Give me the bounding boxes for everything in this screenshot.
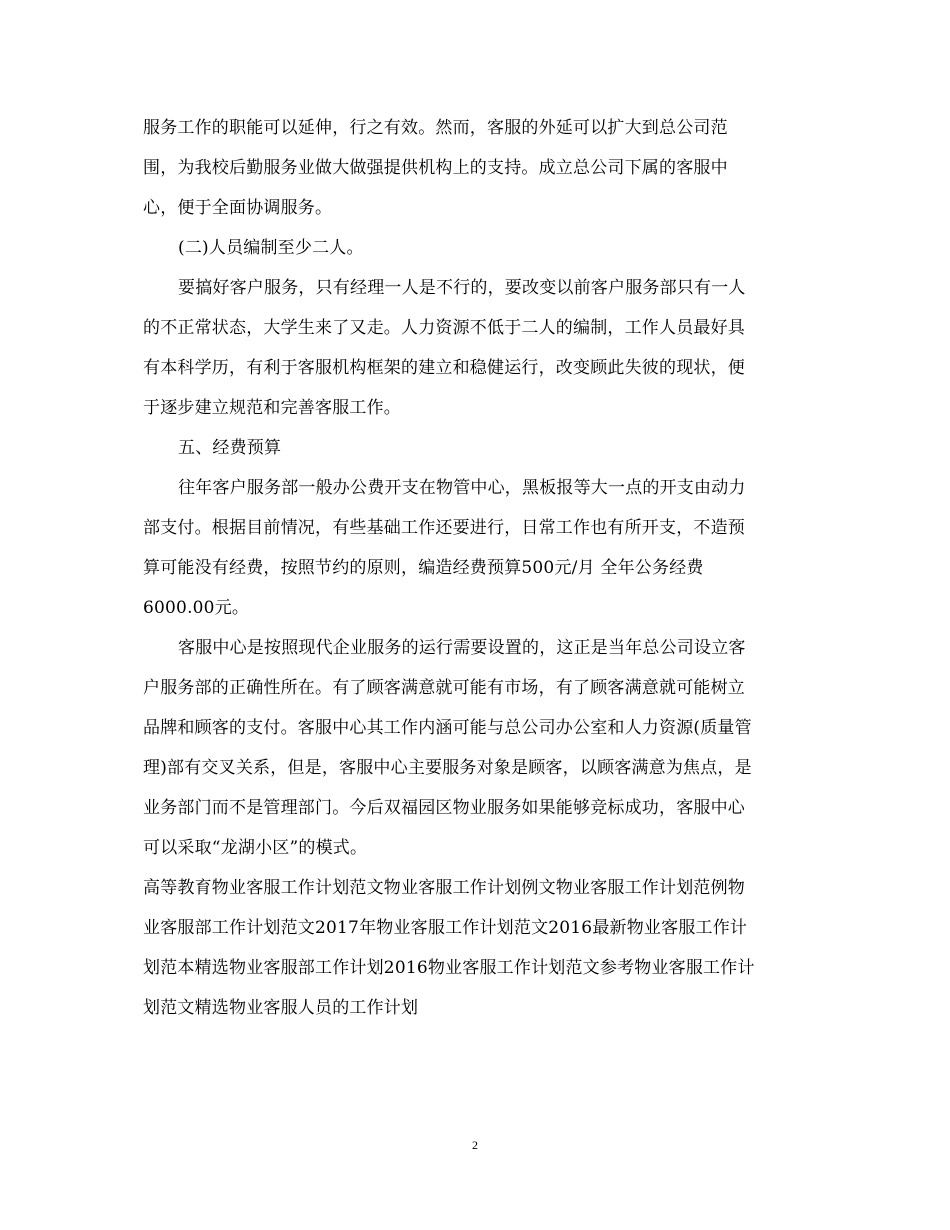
paragraph-2-line-4: 于逐步建立规范和完善客服工作。	[143, 398, 401, 418]
related-links-line-4: 划范文精选物业客服人员的工作计划	[143, 998, 419, 1018]
paragraph-1-line-2: 围，为我校后勤服务业做大做强提供机构上的支持。成立总公司下属的客服中	[143, 158, 728, 178]
related-links-line-3: 划范本精选物业客服部工作计划2016物业客服工作计划范文参考物业客服工作计	[143, 958, 755, 978]
related-links-line-2: 业客服部工作计划范文2017年物业客服工作计划范文2016最新物业客服工作计	[143, 918, 748, 938]
paragraph-4-line-6: 可以采取“龙湖小区”的模式。	[143, 838, 368, 858]
section-heading-staff: (二)人员编制至少二人。	[178, 238, 364, 258]
paragraph-1-line-1: 服务工作的职能可以延伸，行之有效。然而，客服的外延可以扩大到总公司范	[143, 118, 728, 138]
paragraph-4-line-5: 业务部门而不是管理部门。今后双福园区物业服务如果能够竞标成功，客服中心	[143, 798, 745, 818]
section-heading-budget: 五、经费预算	[178, 438, 282, 458]
paragraph-2-line-3: 有本科学历，有利于客服机构框架的建立和稳健运行，改变顾此失彼的现状，便	[143, 358, 745, 378]
related-links-line-1: 高等教育物业客服工作计划范文物业客服工作计划例文物业客服工作计划范例物	[143, 878, 745, 898]
paragraph-3-line-3: 算可能没有经费，按照节约的原则，编造经费预算500元/月 全年公务经费	[143, 558, 704, 578]
paragraph-3-line-2: 部支付。根据目前情况，有些基础工作还要进行，日常工作也有所开支，不造预	[143, 518, 745, 538]
paragraph-3-line-4: 6000.00元。	[143, 598, 250, 618]
paragraph-2-line-2: 的不正常状态，大学生来了又走。人力资源不低于二人的编制，工作人员最好具	[143, 318, 745, 338]
paragraph-4-line-2: 户服务部的正确性所在。有了顾客满意就可能有市场，有了顾客满意就可能树立	[143, 678, 745, 698]
paragraph-4-line-1: 客服中心是按照现代企业服务的运行需要设置的，这正是当年总公司设立客	[178, 638, 746, 658]
paragraph-2-line-1: 要搞好客户服务，只有经理一人是不行的，要改变以前客户服务部只有一人	[178, 278, 746, 298]
page-number: 2	[472, 1138, 478, 1152]
paragraph-4-line-3: 品牌和顾客的支付。客服中心其工作内涵可能与总公司办公室和人力资源(质量管	[143, 718, 752, 738]
paragraph-1-line-3: 心，便于全面协调服务。	[143, 198, 333, 218]
paragraph-3-line-1: 往年客户服务部一般办公费开支在物管中心，黑板报等大一点的开支由动力	[178, 478, 746, 498]
paragraph-4-line-4: 理)部有交叉关系，但是，客服中心主要服务对象是顾客，以顾客满意为焦点，是	[143, 758, 752, 778]
